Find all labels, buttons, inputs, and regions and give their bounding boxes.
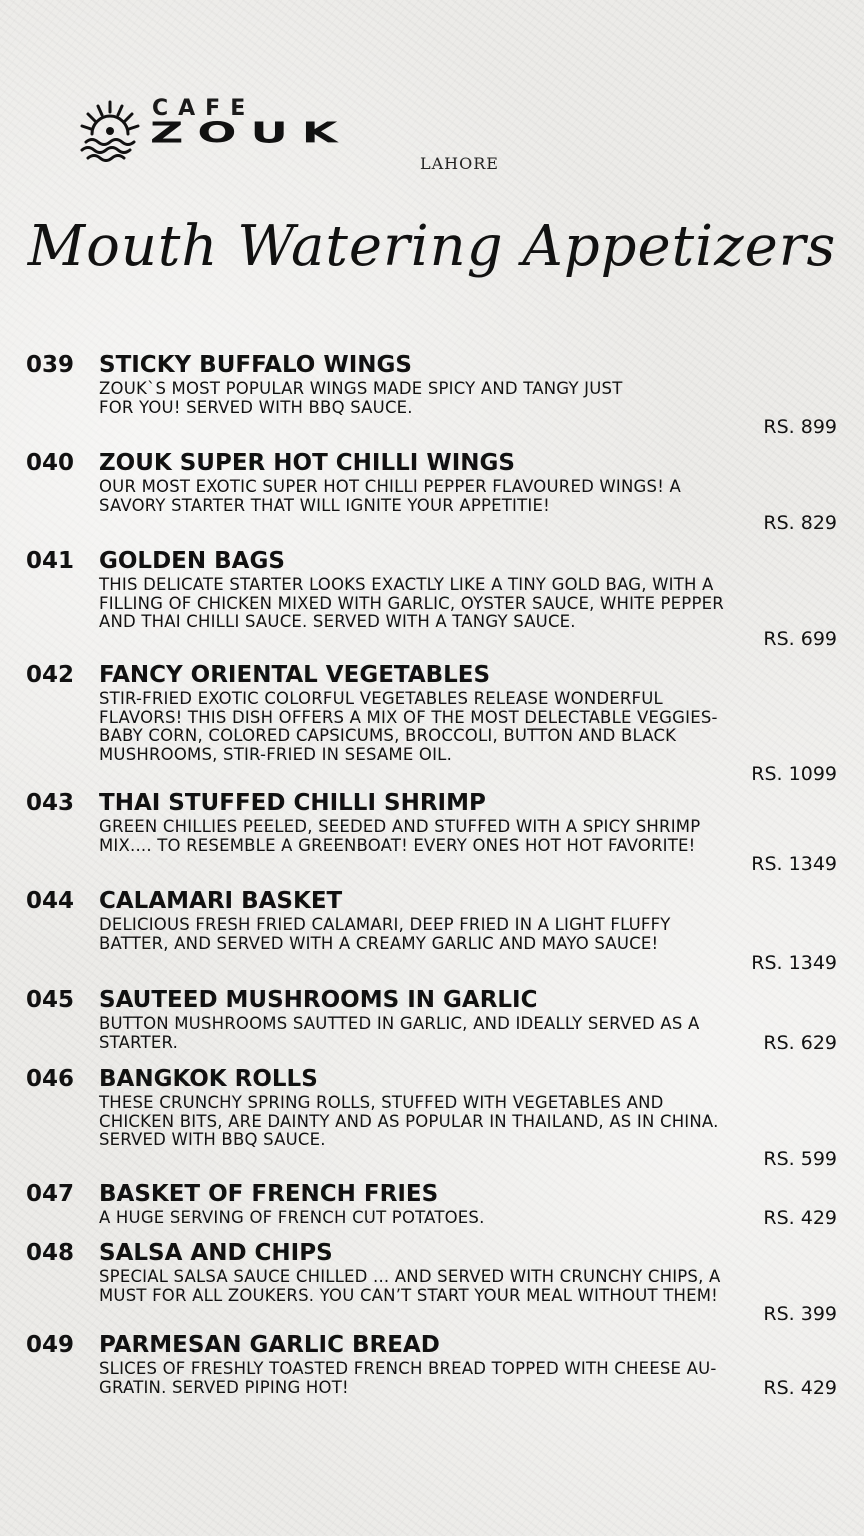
- item-number: 043: [26, 790, 75, 816]
- item-name: CALAMARI BASKET: [99, 888, 343, 914]
- item-price: RS. 429: [763, 1207, 837, 1229]
- item-name: ZOUK SUPER HOT CHILLI WINGS: [99, 450, 515, 476]
- item-name: THAI STUFFED CHILLI SHRIMP: [99, 790, 486, 816]
- item-price: RS. 1349: [751, 952, 837, 974]
- item-price: RS. 599: [763, 1148, 837, 1170]
- item-description: SLICES OF FRESHLY TOASTED FRENCH BREAD TOPPED WITH CHEESE AU-GRATIN. SERVED PIPING HOT!: [99, 1359, 717, 1397]
- item-name: STICKY BUFFALO WINGS: [99, 352, 412, 378]
- item-price: RS. 1099: [751, 763, 837, 785]
- item-number: 040: [26, 450, 75, 476]
- item-price: RS. 699: [763, 628, 837, 650]
- item-price: RS. 429: [763, 1377, 837, 1399]
- item-description: THESE CRUNCHY SPRING ROLLS, STUFFED WITH VEGETABLES AND CHICKEN BITS, ARE DAINTY AND AS POPULAR IN THAILAND, AS IN CHINA. SERVED WITH BBQ SAUCE.: [99, 1093, 719, 1149]
- item-name: FANCY ORIENTAL VEGETABLES: [99, 662, 491, 688]
- section-heading: Mouth Watering Appetizers: [27, 214, 837, 279]
- item-description: A HUGE SERVING OF FRENCH CUT POTATOES.: [99, 1208, 485, 1227]
- item-name: GOLDEN BAGS: [99, 548, 285, 574]
- logo-city-text: LAHORE: [420, 154, 499, 173]
- item-name: BANGKOK ROLLS: [99, 1066, 318, 1092]
- item-number: 044: [26, 888, 75, 914]
- item-number: 045: [26, 987, 75, 1013]
- item-description: ZOUK`S MOST POPULAR WINGS MADE SPICY AND TANGY JUST FOR YOU! SERVED WITH BBQ SAUCE.: [99, 379, 623, 417]
- item-number: 046: [26, 1066, 75, 1092]
- item-price: RS. 399: [763, 1303, 837, 1325]
- sun-wave-logo-icon: [78, 98, 142, 162]
- item-price: RS. 1349: [751, 853, 837, 875]
- logo-zouk-text: ZOUK: [150, 116, 352, 150]
- item-description: STIR-FRIED EXOTIC COLORFUL VEGETABLES RELEASE WONDERFUL FLAVORS! THIS DISH OFFERS A MIX OF THE MOST DELECTABLE VEGGIES- BABY CORN, COLORED CAPSICUMS, BROCCOLI, BUTTON AND BLACK MUSHROOMS, STIR-FRIED IN SESAME OIL.: [99, 689, 718, 764]
- item-number: 048: [26, 1240, 75, 1266]
- item-description: BUTTON MUSHROOMS SAUTTED IN GARLIC, AND IDEALLY SERVED AS A STARTER.: [99, 1014, 700, 1052]
- item-number: 049: [26, 1332, 75, 1358]
- logo-cafe-text: CAFE: [152, 96, 256, 121]
- item-price: RS. 629: [763, 1032, 837, 1054]
- item-number: 042: [26, 662, 75, 688]
- item-number: 041: [26, 548, 75, 574]
- item-name: SALSA AND CHIPS: [99, 1240, 333, 1266]
- item-number: 039: [26, 352, 75, 378]
- item-price: RS. 829: [763, 512, 837, 534]
- item-price: RS. 899: [763, 416, 837, 438]
- item-description: GREEN CHILLIES PEELED, SEEDED AND STUFFED WITH A SPICY SHRIMP MIX.... TO RESEMBLE A GREENBOAT! EVERY ONES HOT HOT FAVORITE!: [99, 817, 701, 855]
- item-description: DELICIOUS FRESH FRIED CALAMARI, DEEP FRIED IN A LIGHT FLUFFY BATTER, AND SERVED WITH A CREAMY GARLIC AND MAYO SAUCE!: [99, 915, 671, 953]
- item-name: BASKET OF FRENCH FRIES: [99, 1181, 439, 1207]
- item-description: THIS DELICATE STARTER LOOKS EXACTLY LIKE A TINY GOLD BAG, WITH A FILLING OF CHICKEN MIXED WITH GARLIC, OYSTER SAUCE, WHITE PEPPER AND THAI CHILLI SAUCE. SERVED WITH A TANGY SAUCE.: [99, 575, 724, 631]
- item-name: SAUTEED MUSHROOMS IN GARLIC: [99, 987, 538, 1013]
- item-description: OUR MOST EXOTIC SUPER HOT CHILLI PEPPER FLAVOURED WINGS! A SAVORY STARTER THAT WILL IGNITE YOUR APPETITIE!: [99, 477, 681, 515]
- cafe-zouk-logo: [78, 96, 498, 180]
- item-description: SPECIAL SALSA SAUCE CHILLED ... AND SERVED WITH CRUNCHY CHIPS, A MUST FOR ALL ZOUKERS. YOU CAN’T START YOUR MEAL WITHOUT THEM!: [99, 1267, 721, 1305]
- item-name: PARMESAN GARLIC BREAD: [99, 1332, 440, 1358]
- item-number: 047: [26, 1181, 75, 1207]
